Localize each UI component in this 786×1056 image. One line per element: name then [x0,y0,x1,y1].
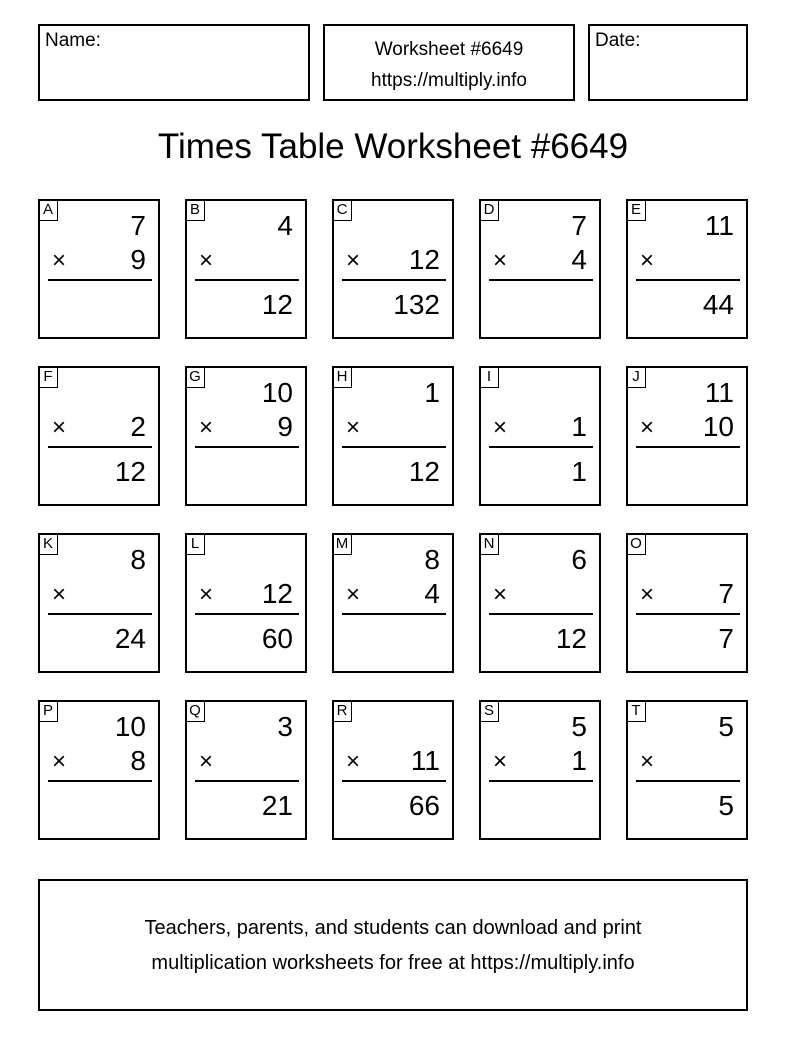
second-factor[interactable]: 12 [408,244,440,275]
times-sign: × [346,414,361,441]
second-factor[interactable]: 8 [130,745,146,776]
problem-cell[interactable] [626,700,748,840]
problem-cell[interactable] [479,700,601,840]
footer-box [38,879,748,1011]
times-sign: × [199,748,214,775]
problem-letter: O [626,533,646,555]
problem-cell[interactable] [38,700,160,840]
second-factor[interactable]: 1 [571,745,587,776]
answer-rule [636,780,740,782]
product-answer[interactable]: 21 [261,790,293,821]
answer-rule [489,613,593,615]
problem-cell[interactable] [626,533,748,673]
first-factor[interactable]: 5 [571,711,587,742]
problem-letter: T [626,700,646,722]
product-answer[interactable]: 66 [408,790,440,821]
product-answer[interactable]: 132 [393,289,440,320]
product-answer[interactable]: 12 [114,456,146,487]
answer-rule [636,279,740,281]
page-title: Times Table Worksheet #6649 [157,127,629,166]
times-sign: × [640,748,655,775]
second-factor[interactable]: 7 [718,578,734,609]
problem-letter: D [479,199,499,221]
times-sign: × [640,414,655,441]
product-answer[interactable]: 60 [261,623,293,654]
times-sign: × [199,581,214,608]
first-factor[interactable]: 4 [277,210,293,241]
problem-cell[interactable] [185,366,307,506]
product-answer[interactable]: 24 [114,623,146,654]
first-factor[interactable]: 10 [261,377,293,408]
answer-rule [195,780,299,782]
name-label: Name: [45,30,101,51]
answer-rule [342,780,446,782]
product-answer[interactable]: 12 [408,456,440,487]
answer-rule [489,446,593,448]
problem-cell[interactable] [479,199,601,339]
second-factor[interactable]: 1 [571,411,587,442]
times-sign: × [199,414,214,441]
answer-rule [48,279,152,281]
problem-cell[interactable] [185,199,307,339]
answer-rule [342,279,446,281]
problem-letter: S [479,700,499,722]
second-factor[interactable]: 12 [261,578,293,609]
first-factor[interactable]: 8 [130,544,146,575]
times-sign: × [493,247,508,274]
answer-rule [195,446,299,448]
product-answer[interactable]: 12 [261,289,293,320]
answer-rule [636,446,740,448]
problem-letter: H [332,366,352,388]
second-factor[interactable]: 9 [277,411,293,442]
times-sign: × [640,247,655,274]
second-factor[interactable]: 2 [130,411,146,442]
answer-rule [48,446,152,448]
footer-line-2: multiplication worksheets for free at https://multiply.info [151,952,635,974]
problem-letter: P [38,700,58,722]
worksheet-url: https://multiply.info [371,70,527,91]
times-sign: × [52,748,67,775]
first-factor[interactable]: 10 [114,711,146,742]
answer-rule [195,279,299,281]
product-answer[interactable]: 7 [718,623,734,654]
problem-cell[interactable] [626,366,748,506]
problem-letter: Q [185,700,205,722]
first-factor[interactable]: 7 [130,210,146,241]
answer-rule [342,446,446,448]
product-answer[interactable]: 12 [555,623,587,654]
answer-rule [489,780,593,782]
problem-letter: I [479,366,499,388]
times-sign: × [493,748,508,775]
product-answer[interactable]: 1 [571,456,587,487]
problem-letter: N [479,533,499,555]
product-answer[interactable]: 44 [702,289,734,320]
problem-letter: A [38,199,58,221]
times-sign: × [346,247,361,274]
problem-cell[interactable] [332,366,454,506]
problem-cell[interactable] [332,199,454,339]
problem-letter: G [185,366,205,388]
problem-letter: F [38,366,58,388]
times-sign: × [199,247,214,274]
problem-cell[interactable] [332,533,454,673]
second-factor[interactable]: 4 [571,244,587,275]
problem-cell[interactable] [479,366,601,506]
times-sign: × [493,581,508,608]
first-factor[interactable]: 7 [571,210,587,241]
times-sign: × [640,581,655,608]
times-sign: × [346,748,361,775]
problem-letter: C [332,199,352,221]
problem-cell[interactable] [38,366,160,506]
problem-cell[interactable] [626,199,748,339]
first-factor[interactable]: 8 [424,544,440,575]
problem-cell[interactable] [185,700,307,840]
problem-letter: B [185,199,205,221]
problem-letter: J [626,366,646,388]
answer-rule [489,279,593,281]
first-factor[interactable]: 6 [571,544,587,575]
worksheet-number: Worksheet #6649 [374,39,524,60]
problem-letter: L [185,533,205,555]
times-sign: × [346,581,361,608]
first-factor[interactable]: 11 [704,210,734,241]
date-label: Date: [595,30,641,51]
first-factor[interactable]: 1 [424,377,440,408]
answer-rule [636,613,740,615]
second-factor[interactable]: 4 [424,578,440,609]
times-sign: × [493,414,508,441]
first-factor[interactable]: 11 [704,377,734,408]
answer-rule [48,780,152,782]
answer-rule [195,613,299,615]
problem-cell[interactable] [185,533,307,673]
problem-cell[interactable] [38,533,160,673]
first-factor[interactable]: 5 [718,711,734,742]
second-factor[interactable]: 9 [130,244,146,275]
problem-cell[interactable] [479,533,601,673]
second-factor[interactable]: 10 [702,411,734,442]
answer-rule [342,613,446,615]
times-sign: × [52,247,67,274]
times-sign: × [52,414,67,441]
problem-letter: K [38,533,58,555]
second-factor[interactable]: 11 [410,745,440,776]
times-sign: × [52,581,67,608]
problem-letter: E [626,199,646,221]
problem-letter: R [332,700,352,722]
footer-line-1: Teachers, parents, and students can download and print [144,917,642,939]
answer-rule [48,613,152,615]
first-factor[interactable]: 3 [277,711,293,742]
problem-letter: M [332,533,352,555]
product-answer[interactable]: 5 [718,790,734,821]
problem-cell[interactable] [38,199,160,339]
problem-cell[interactable] [332,700,454,840]
